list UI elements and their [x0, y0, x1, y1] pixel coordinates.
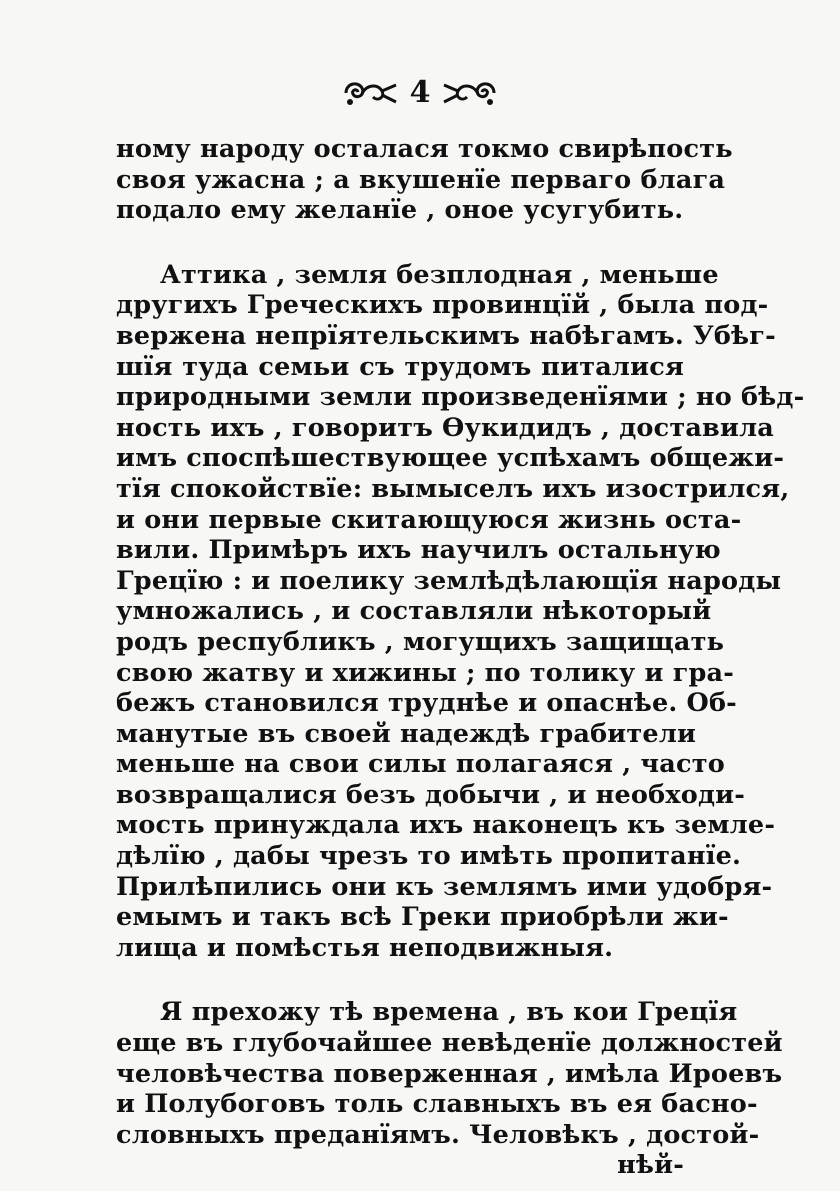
page-number: 4 — [409, 75, 431, 110]
text-line: подало ему желанїе , оное усугубить. — [116, 195, 684, 226]
text-line: тїя спокойствїе: вымыселъ ихъ изострился, — [116, 473, 790, 504]
text-line: Я прехожу тѣ времена , въ кои Грецїя — [160, 997, 738, 1028]
text-line: емымъ и такъ всѣ Греки приобрѣли жи- — [116, 902, 729, 933]
text-line: другихъ Греческихъ провинцїй , была под- — [116, 290, 769, 321]
text-line: Аттика , земля безплодная , меньше — [160, 259, 719, 290]
text-line: дѣлїю , дабы чрезъ то имѣть пропитанїе. — [116, 841, 742, 872]
paragraph-3 — [116, 997, 783, 1181]
text-line: и они первые скитающуюся жизнь оста- — [116, 504, 742, 535]
text-line: Прилѣпились они къ землямъ ими удобря- — [116, 871, 773, 902]
text-line: умножались , и составляли нѣкоторый — [116, 596, 712, 627]
text-line: возвращалися безъ добычи , и необходи- — [116, 779, 746, 810]
text-line: родъ республикъ , могущихъ защищать — [116, 626, 725, 657]
text-line: словныхъ преданїямъ. Человѣкъ , достой- — [116, 1119, 760, 1150]
page-header — [0, 75, 840, 110]
text-line: ность ихъ , говоритъ Өукидидъ , доставила — [116, 412, 774, 443]
left-ornament-icon — [342, 78, 400, 108]
text-line: природными земли произведенїями ; но бѣд- — [116, 382, 805, 413]
text-line: меньше на свои силы полагаяся , часто — [116, 749, 725, 780]
text-line: бежъ становился труднѣе и опаснѣе. Об- — [116, 688, 737, 719]
text-line: имъ споспѣшествующее успѣхамъ общежи- — [116, 443, 785, 474]
text-line: Грецїю : и поелику землѣдѣлающїя народы — [116, 565, 782, 596]
text-line: шїя туда семьи съ трудомъ питалися — [116, 351, 684, 382]
text-line: манутые въ своей надеждѣ грабители — [116, 718, 697, 749]
body-text — [116, 134, 805, 1181]
paragraph-2 — [116, 259, 805, 964]
text-line: вили. Примѣръ ихъ научилъ остальную — [116, 535, 721, 566]
text-line: свою жатву и хижины ; по толику и гра- — [116, 657, 735, 688]
right-ornament-icon — [440, 78, 498, 108]
catchword: нѣй- — [617, 1150, 684, 1181]
paragraph-1 — [116, 134, 733, 226]
text-line: еще въ глубочайшее невѣденїе должностей — [116, 1028, 783, 1059]
text-line: вержена непрїятельскимъ набѣгамъ. Убѣг- — [116, 320, 776, 351]
text-line: своя ужасна ; а вкушенїе перваго блага — [116, 164, 726, 195]
text-line: и Полубоговъ толь славныхъ въ ея басно- — [116, 1089, 758, 1120]
text-line: лища и помѣстья неподвижныя. — [116, 932, 614, 963]
text-line: человѣчества поверженная , имѣла Ироевъ — [116, 1058, 783, 1089]
text-line: мость принуждала ихъ наконецъ къ земле- — [116, 810, 776, 841]
text-line: ному народу осталася токмо свирѣпость — [116, 134, 733, 164]
